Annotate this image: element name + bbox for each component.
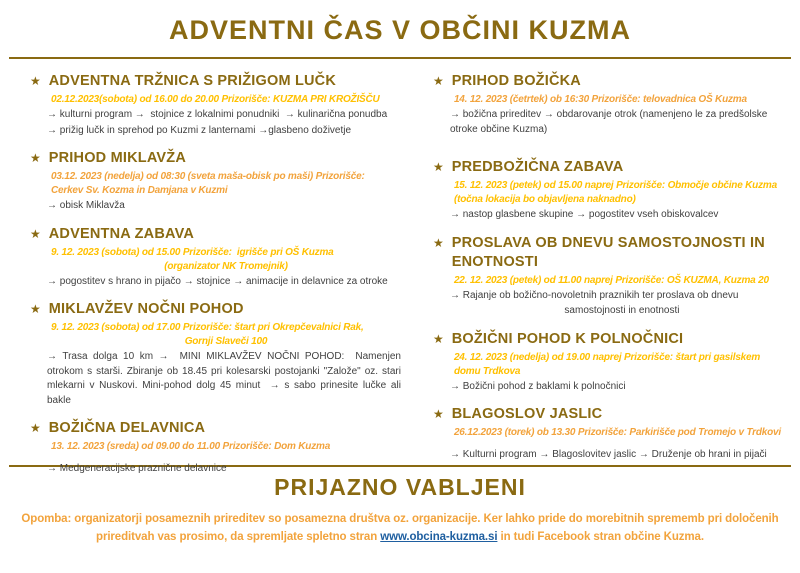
events-area [0, 59, 800, 474]
event-datetime: 14. 12. 2023 (četrtek) ob 16:30 Prizorišče: telovadnica OŠ Kuzma [453, 94, 747, 105]
event-detail-line: → Trasa dolga 10 km → MINI MIKLAVŽEV NOČNI POHOD: Namenjen otrokom s starši. Zbiranje ob 18.45 pri kolesarski postojanki "Založe" oz. stari mlekarni v Nuskovi. Mini-pohod dolg 45 minut → s sabo prinesite lučke ali bakle [47, 351, 404, 406]
event-title: ADVENTNA ZABAVA [48, 225, 195, 242]
event-predbozicna-zabava [433, 158, 794, 223]
event-detail-line: → prižig lučk in sprehod po Kuzmi z lanternami →glasbeno doživetje [47, 124, 352, 136]
star-icon: ★ [432, 74, 444, 88]
closing-title: PRIJAZNO VABLJENI [274, 474, 526, 500]
events-right-column [432, 72, 794, 460]
event-title: PRIHOD BOŽIČKA [451, 73, 581, 89]
event-bozicni-pohod [433, 330, 794, 395]
event-title: BOŽIČNI POHOD K POLNOČNICI [451, 330, 684, 347]
event-datetime: 03.12. 2023 (nedelja) od 08:30 (sveta maša-obisk po maši) Prizorišče: [51, 171, 365, 182]
event-prihod-bozicka [433, 72, 794, 137]
event-detail-line: → Medgeneracijske praznične delavnice [47, 463, 227, 474]
star-icon: ★ [432, 160, 444, 174]
event-detail-line: samostojnosti in enotnosti [564, 305, 680, 316]
star-icon: ★ [432, 407, 444, 421]
event-datetime: 13. 12. 2023 (sreda) od 09.00 do 11.00 Prizorišče: Dom Kuzma [51, 441, 331, 452]
event-title: ADVENTNA TRŽNICA S PRIŽIGOM LUČK [48, 73, 337, 89]
event-title: BOŽIČNA DELAVNICA [48, 420, 206, 436]
event-detail-line: → božična prireditev → obdarovanje otrok (namenjeno le za predšolske otroke občine Kuzma) [449, 109, 771, 135]
event-datetime: 22. 12. 2023 (petek) od 11.00 naprej Prizorišče: OŠ KUZMA, Kuzma 20 [453, 274, 769, 286]
event-datetime: (organizator NK Tromejnik) [164, 260, 288, 272]
event-datetime: domu Trdkova [453, 365, 521, 377]
star-icon: ★ [432, 235, 444, 250]
event-detail-line: → pogostitev s hrano in pijačo → stojnice → animacije in delavnice za otroke [47, 275, 388, 287]
page-title: ADVENTNI ČAS V OBČINI KUZMA [168, 15, 631, 45]
event-detail-line: → kulturni program → stojnice z lokalnimi ponudniki → kulinarična ponudba [47, 109, 388, 120]
event-adventna-zabava [30, 225, 401, 290]
star-icon: ★ [30, 421, 41, 435]
star-icon: ★ [30, 226, 41, 241]
event-datetime: (točna lokacija bo objavljena naknadno) [453, 194, 636, 205]
event-title: BLAGOSLOV JASLIC [451, 406, 603, 422]
star-icon: ★ [30, 74, 41, 88]
event-datetime: Gornji Slaveči 100 [184, 336, 268, 347]
event-datetime: 9. 12. 2023 (sobota) od 17.00 Prizorišče: štart pri Okrepčevalnici Rak, [51, 322, 364, 333]
star-icon: ★ [432, 331, 444, 346]
event-blagoslov-jaslic [433, 405, 794, 463]
event-detail-line: → Božični pohod z baklami k polnočnici [449, 380, 626, 392]
event-title: PRIHOD MIKLAVŽA [48, 150, 187, 166]
event-detail-line: → obisk Miklavža [47, 200, 125, 211]
event-datetime: 02.12.2023(sobota) od 16.00 do 20.00 Prizorišče: KUZMA PRI KROŽIŠČU [51, 94, 380, 105]
event-datetime: Cerkev Sv. Kozma in Damjana v Kuzmi [51, 185, 228, 196]
note-line-2-after: in tudi Facebook stran občine Kuzma. [497, 531, 704, 543]
event-miklavzev-nocni-pohod [30, 300, 404, 408]
event-title: PROSLAVA OB DNEVU SAMOSTOJNOSTI IN ENOTNOSTI [451, 234, 765, 270]
star-icon: ★ [30, 302, 41, 316]
event-datetime: 24. 12. 2023 (nedelja) od 19.00 naprej Prizorišče: štart pri gasilskem [453, 351, 761, 363]
event-prihod-miklavza [30, 149, 401, 214]
event-proslava-samostojnost [433, 234, 794, 319]
event-detail-line: → nastop glasbene skupine → pogostitev vseh obiskovalcev [449, 209, 719, 220]
event-detail-line: → Kulturni program → Blagoslovitev jaslic → Druženje ob hrani in pijači [449, 449, 767, 460]
note-line-2-before: prireditvah vas prosimo, da spremljate spletno stran [96, 531, 381, 543]
event-adventna-trznica [30, 72, 401, 138]
event-datetime: 9. 12. 2023 (sobota) od 15.00 Prizorišče: igrišče pri OŠ Kuzma [51, 246, 334, 258]
event-datetime: 26.12.2023 (torek) ob 13.30 Prizorišče: Parkirišče pod Tromejo v Trdkovi [453, 427, 781, 438]
poster-page [0, 15, 800, 573]
event-title: PREDBOŽIČNA ZABAVA [451, 159, 624, 175]
star-icon: ★ [30, 151, 41, 165]
note-line-1: Opomba: organizatorji posameznih prireditev so posamezna društva oz. organizacije. Ker lahko pride do morebitnih sprememb pri določenih [21, 513, 779, 525]
events-left-column [30, 72, 404, 474]
footer-note [8, 510, 792, 546]
event-datetime: 15. 12. 2023 (petek) od 15.00 naprej Prizorišče: Območje občine Kuzma [453, 180, 777, 191]
event-detail-line: → Rajanje ob božično-novoletnih praznikih ter proslava ob dnevu [449, 289, 739, 301]
event-title: MIKLAVŽEV NOČNI POHOD [48, 301, 244, 317]
website-link[interactable]: www.obcina-kuzma.si [380, 531, 498, 543]
event-bozicna-delavnica [30, 419, 401, 477]
